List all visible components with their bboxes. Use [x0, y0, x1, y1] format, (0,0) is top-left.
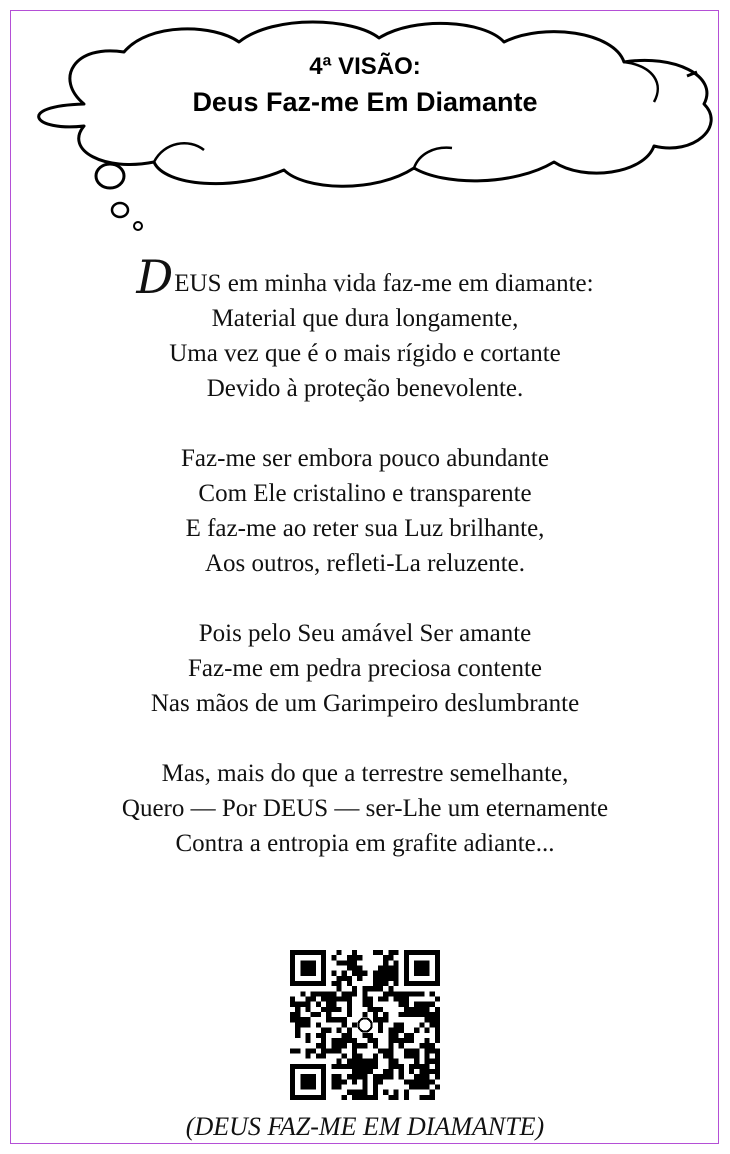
stanza-4 — [0, 756, 730, 861]
verse: Devido à proteção benevolente. — [206, 375, 524, 402]
verse: Aos outros, refleti-La reluzente. — [204, 550, 525, 577]
qr-finder-center — [300, 960, 316, 976]
thought-cloud-icon — [14, 14, 719, 244]
verse: E faz-me ao reter sua Luz brilhante, — [185, 515, 545, 542]
stanza-2 — [0, 441, 730, 581]
verse: Faz-me em pedra preciosa contente — [188, 655, 542, 682]
verse-text: EUS em minha vida faz-me em diamante: — [174, 270, 594, 297]
vision-number-heading: 4ª VISÃO: — [309, 53, 421, 80]
drop-cap: D — [136, 250, 174, 304]
stanza-3 — [0, 616, 730, 721]
verse: Uma vez que é o mais rígido e cortante — [169, 340, 561, 367]
qr-finder-center — [300, 1074, 316, 1090]
verse: Pois pelo Seu amável Ser amante — [198, 620, 532, 647]
poem-title: Deus Faz-me Em Diamante — [192, 87, 538, 117]
verse: Com Ele cristalino e transparente — [198, 480, 532, 507]
verse: Faz-me ser embora pouco abundante — [181, 445, 549, 472]
caption: (DEUS FAZ-ME EM DIAMANTE) — [185, 1112, 545, 1141]
verse: Mas, mais do que a terrestre semelhante, — [161, 760, 569, 787]
qr-finder-center — [414, 960, 430, 976]
verse: Contra a entropia em grafite adiante... — [175, 830, 555, 857]
verse: Quero — Por DEUS — ser-Lhe um eternamente — [121, 795, 609, 822]
poem-body — [0, 250, 730, 896]
qr-center-logo-icon — [358, 1018, 371, 1031]
verse: Material que dura longamente, — [211, 305, 519, 332]
verse — [0, 250, 730, 304]
qr-code-icon[interactable] — [288, 950, 442, 1100]
stanza-1 — [0, 250, 730, 406]
verse: Nas mãos de um Garimpeiro deslumbrante — [150, 690, 580, 717]
